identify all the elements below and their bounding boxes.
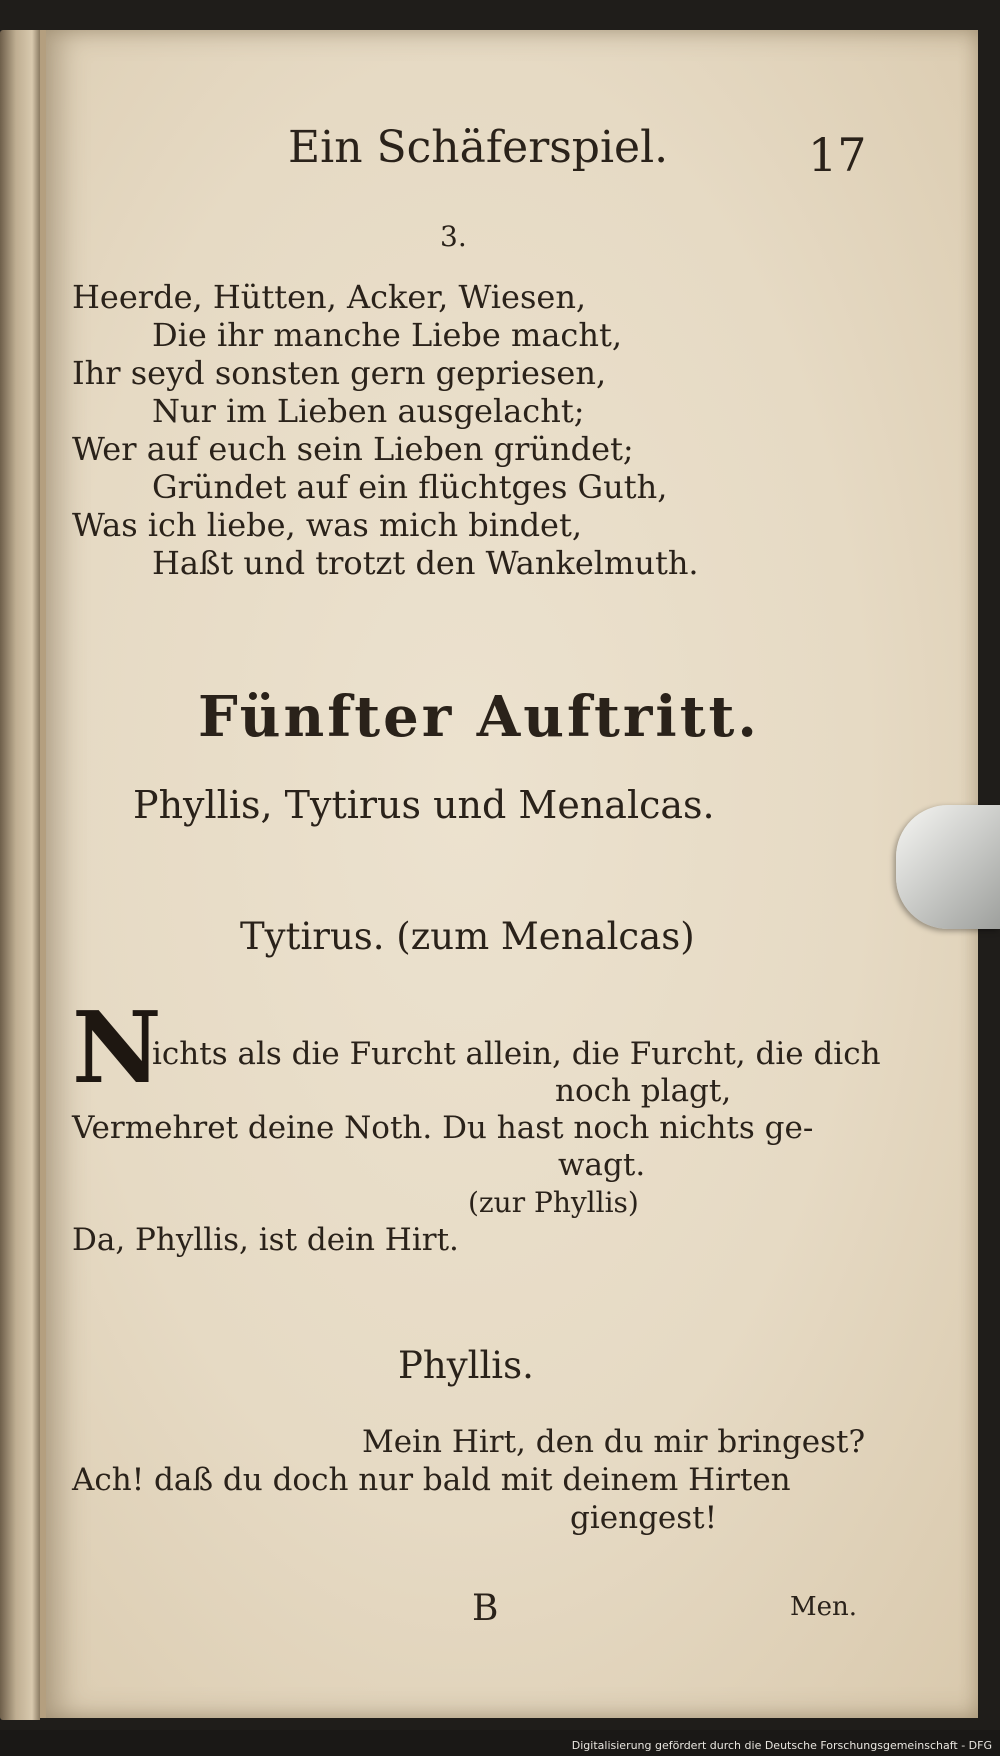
- speech-line: Ach! daß du doch nur bald mit deinem Hirten: [72, 1462, 791, 1498]
- drop-cap: N: [72, 991, 162, 1106]
- page-number: 17: [808, 128, 867, 182]
- verse-line: Ihr seyd sonsten gern gepriesen,: [72, 354, 607, 392]
- previous-page-edge: [0, 30, 40, 1720]
- speaker-tytirus: Tytirus. (zum Menalcas): [240, 915, 695, 958]
- verse-line: Gründet auf ein flüchtges Guth,: [152, 468, 668, 506]
- speech-line: wagt.: [558, 1147, 646, 1183]
- verse-line: Nur im Lieben ausgelacht;: [152, 392, 585, 430]
- verse-line: Was ich liebe, was mich bindet,: [72, 506, 583, 544]
- stanza-number: 3.: [440, 220, 467, 253]
- speech-line: giengest!: [570, 1500, 718, 1536]
- speech-line: noch plagt,: [555, 1073, 732, 1109]
- page-clip: [896, 805, 1000, 929]
- speech-line: Da, Phyllis, ist dein Hirt.: [72, 1222, 459, 1258]
- speaker-phyllis: Phyllis.: [398, 1344, 534, 1387]
- speech-line: Mein Hirt, den du mir bringest?: [362, 1424, 866, 1460]
- verse-line: Wer auf euch sein Lieben gründet;: [72, 430, 634, 468]
- verse-line: Heerde, Hütten, Acker, Wiesen,: [72, 278, 587, 316]
- verse-line: Haßt und trotzt den Wankelmuth.: [152, 544, 699, 582]
- digitization-note: Digitalisierung gefördert durch die Deutsche Forschungsgemeinschaft - DFG: [571, 1739, 992, 1752]
- catchword: Men.: [790, 1592, 858, 1622]
- speech-line: ichts als die Furcht allein, die Furcht, die dich: [152, 1036, 881, 1072]
- speech-line: Vermehret deine Noth. Du hast noch nichts ge-: [72, 1110, 814, 1146]
- stage-direction: (zur Phyllis): [468, 1186, 639, 1219]
- scene-heading: Fünfter Auftritt.: [198, 684, 760, 750]
- verse-line: Die ihr manche Liebe macht,: [152, 316, 622, 354]
- signature-mark: B: [472, 1588, 499, 1629]
- running-title: Ein Schäferspiel.: [288, 122, 669, 173]
- scene-characters: Phyllis, Tytirus und Menalcas.: [133, 783, 715, 827]
